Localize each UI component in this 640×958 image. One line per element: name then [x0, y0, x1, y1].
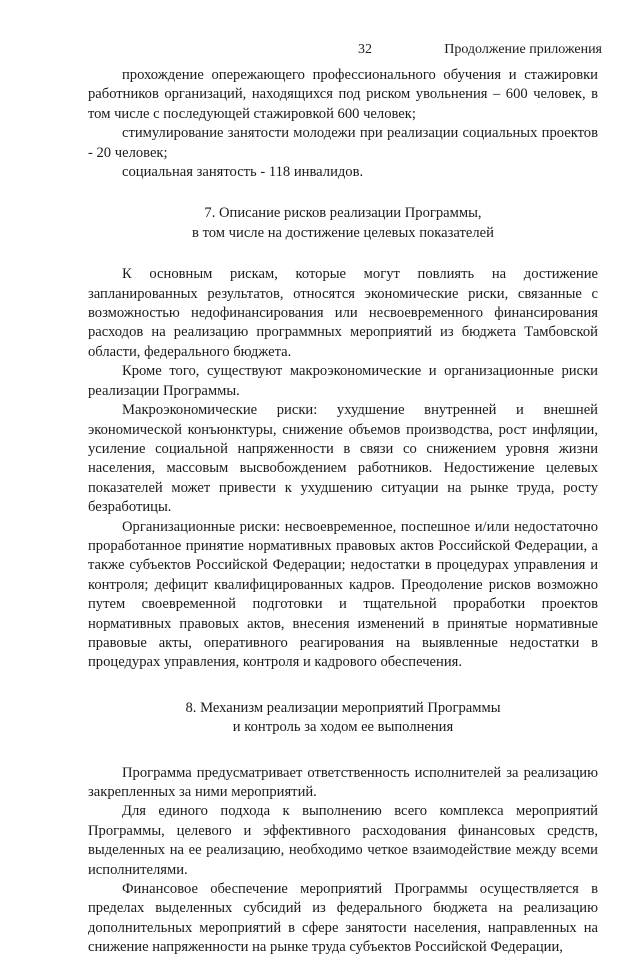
running-head: Продолжение приложения — [444, 42, 602, 57]
section-8-title-line-2: и контроль за ходом ее выполнения — [232, 719, 454, 736]
section-7-paragraph: Организационные риски: несвоевременное, поспешное и/или недостаточно проработанное принятие нормативных правовых актов Российской Федерации, а также субъектов Российской Федерации; недостатки в процедурах управления и контроля; дефицит квалифицированных кадров. Преодоление рисков возможно путем своевременной подготовки и тщательной проработки проектов нормативных правовых актов, внесения изменений в принятые нормативные правовые акты, оперативного реагирования на выявленные недостатки в процедурах управления, контроля и кадрового обеспечения. — [88, 518, 598, 671]
intro-paragraph: прохождение опережающего профессионального обучения и стажировки работников организаций, находящихся под риском увольнения – 600 человек, в том числе с последующей стажировкой 600 человек; — [88, 67, 598, 122]
intro-paragraph: стимулирование занятости молодежи при реализации социальных проектов - 20 человек; — [88, 125, 598, 161]
section-8-title-line-1: 8. Механизм реализации мероприятий Программы — [185, 699, 501, 716]
section-7-title-line-2: в том числе на достижение целевых показателей — [192, 224, 494, 241]
section-7-paragraph: К основным рискам, которые могут повлиять на достижение запланированных результатов, относятся экономические риски, связанные с возможностью недофинансирования или несвоевременного финансирования расходов на реализацию программных мероприятий из бюджета Тамбовской области, федерального бюджета. — [88, 266, 598, 360]
section-8-paragraph: Финансовое обеспечение мероприятий Программы осуществляется в пределах выделенных субсидий из федерального бюджета на реализацию дополнительных мероприятий в сфере занятости населения, направленных на снижение напряженности на рынке труда субъектов Российской Федерации, — [88, 881, 598, 956]
intro-paragraph: социальная занятость - 118 инвалидов. — [122, 164, 364, 181]
page-number: 32 — [358, 42, 372, 57]
section-7-title-line-1: 7. Описание рисков реализации Программы, — [204, 205, 482, 222]
document-body — [88, 66, 598, 958]
section-8-paragraph: Для единого подхода к выполнению всего комплекса мероприятий Программы, целевого и эффективного расходования финансовых средств, выделенных на ее реализацию, необходимо четкое взаимодействие между всеми исполнителями. — [88, 803, 598, 878]
section-7-paragraph: Кроме того, существуют макроэкономические и организационные риски реализации Программы. — [88, 363, 598, 399]
section-8-heading — [88, 699, 598, 738]
section-8-paragraph: Программа предусматривает ответственность исполнителей за реализацию закрепленных за ними мероприятий. — [88, 764, 598, 800]
section-7-heading — [88, 204, 598, 243]
section-7-paragraph: Макроэкономические риски: ухудшение внутренней и внешней экономической конъюнктуры, снижение объемов производства, рост инфляции, усиление социальной напряженности в связи со снижением уровня жизни населения, массовым высвобождением работников. Недостижение целевых показателей может привести к ухудшению ситуации на рынке труда, росту безработицы. — [88, 402, 598, 516]
